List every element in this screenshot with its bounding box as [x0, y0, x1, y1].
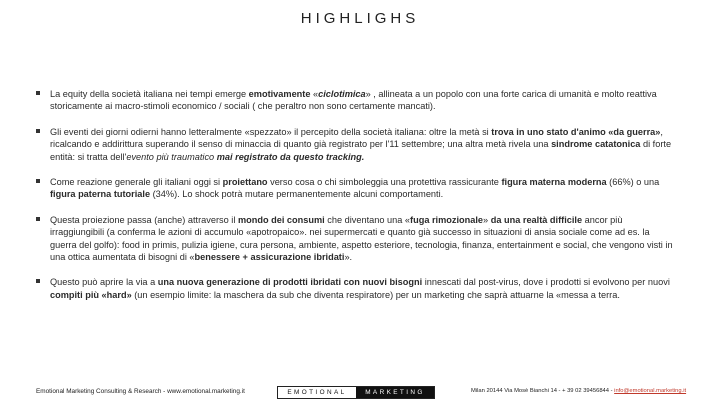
- logo-left-text: EMOTIONAL: [278, 387, 356, 398]
- footer-company: Emotional Marketing Consulting & Research - www.emotional.marketing.it: [36, 388, 245, 395]
- text-run: mondo dei consumi: [237, 214, 325, 225]
- text-run: innescati dal post-virus, dove i prodotti si evolvono per nuovi: [422, 277, 670, 288]
- list-item: [36, 88, 676, 113]
- text-run: benessere + assicurazione ibridati: [194, 252, 345, 263]
- text-run: figura materna moderna: [501, 177, 607, 188]
- text-run: emotivamente: [248, 89, 311, 99]
- text-run: (un esempio limite: la maschera da sub che diventa respiratore) per un marketing che saprà attuarne la «messa a terra.: [131, 289, 620, 300]
- list-item: [36, 126, 676, 163]
- text-run: La equity della società italiana nei tempi emerge: [50, 89, 249, 99]
- text-run: figura paterna tutoriale: [50, 189, 151, 200]
- text-run: ciclotimica: [318, 89, 366, 99]
- footer-contact: [471, 388, 686, 394]
- page-title: HIGHLIGHS: [300, 10, 420, 27]
- text-run: compiti più «hard»: [50, 289, 132, 300]
- text-run: ancor più irraggiungibili (a conferma le azioni di accumulo «apotropaico». nei supermercati e quanto già successo in situazioni di ansia sociale come ad es. la guerra del golfo): food in primis, pulizia igiene, cura persona, ambiente, aspetto esteriore, tecnologia, finanza, entertainment e social, che vengono visti in una ottica aumentata di bisogni di «: [50, 214, 673, 263]
- text-run: , ricalcando e addirittura superando il senso di minaccia di quanto già registrato per l'11 settembre; una altra metà rivela una: [50, 126, 663, 150]
- text-run: Questo può aprire la via a: [50, 277, 158, 288]
- text-run: che diventano una «: [324, 214, 411, 225]
- footer: [0, 384, 720, 400]
- text-run: Gli eventi dei giorni odierni hanno letteralmente «spezzato» il percepito della società italiana: oltre la metà si: [50, 126, 492, 137]
- list-item: [36, 276, 676, 301]
- text-run: Questa proiezione passa (anche) attraverso il: [50, 214, 238, 225]
- text-run: da una realtà difficile: [490, 214, 583, 225]
- highlights-list: [36, 88, 676, 314]
- text-run: trova in uno stato d'animo «da guerra»: [491, 126, 661, 137]
- text-run: (34%). Lo shock potrà mutare permanentemente alcuni comportamenti.: [150, 189, 444, 200]
- text-run: mai registrato da questo tracking.: [216, 151, 365, 162]
- text-run: ».: [344, 252, 353, 263]
- logo-right-text: MARKETING: [356, 387, 434, 398]
- text-run: di forte entità: si tratta dell': [50, 139, 672, 162]
- text-run: (66%) o una: [606, 177, 660, 188]
- text-run: proiettano: [222, 177, 268, 188]
- emotional-marketing-logo: [277, 386, 435, 399]
- text-run: evento più traumatico: [126, 151, 215, 162]
- list-item: [36, 214, 676, 264]
- text-run: verso cosa o chi simboleggia una protettiva rassicurante: [267, 177, 502, 188]
- list-item: [36, 176, 676, 201]
- text-run: » , allineata a un popolo con una forte carica di umanità e molto reattiva storicamente ai macro-stimoli economico / sociali ( che peraltro non sono certamente mancati).: [50, 89, 657, 112]
- text-run: sindrome catatonica: [551, 139, 641, 150]
- text-run: «: [310, 89, 319, 99]
- text-run: una nuova generazione di prodotti ibridati con nuovi bisogni: [157, 277, 423, 288]
- text-run: Come reazione generale gli italiani oggi si: [50, 177, 223, 188]
- footer-email-link[interactable]: info@emotional.marketing.it: [614, 388, 687, 394]
- footer-address: Milan 20144 Via Mosè Bianchi 14 - + 39 02 39456844 -: [471, 388, 615, 394]
- text-run: fuga rimozionale: [410, 214, 484, 225]
- text-run: »: [483, 214, 491, 225]
